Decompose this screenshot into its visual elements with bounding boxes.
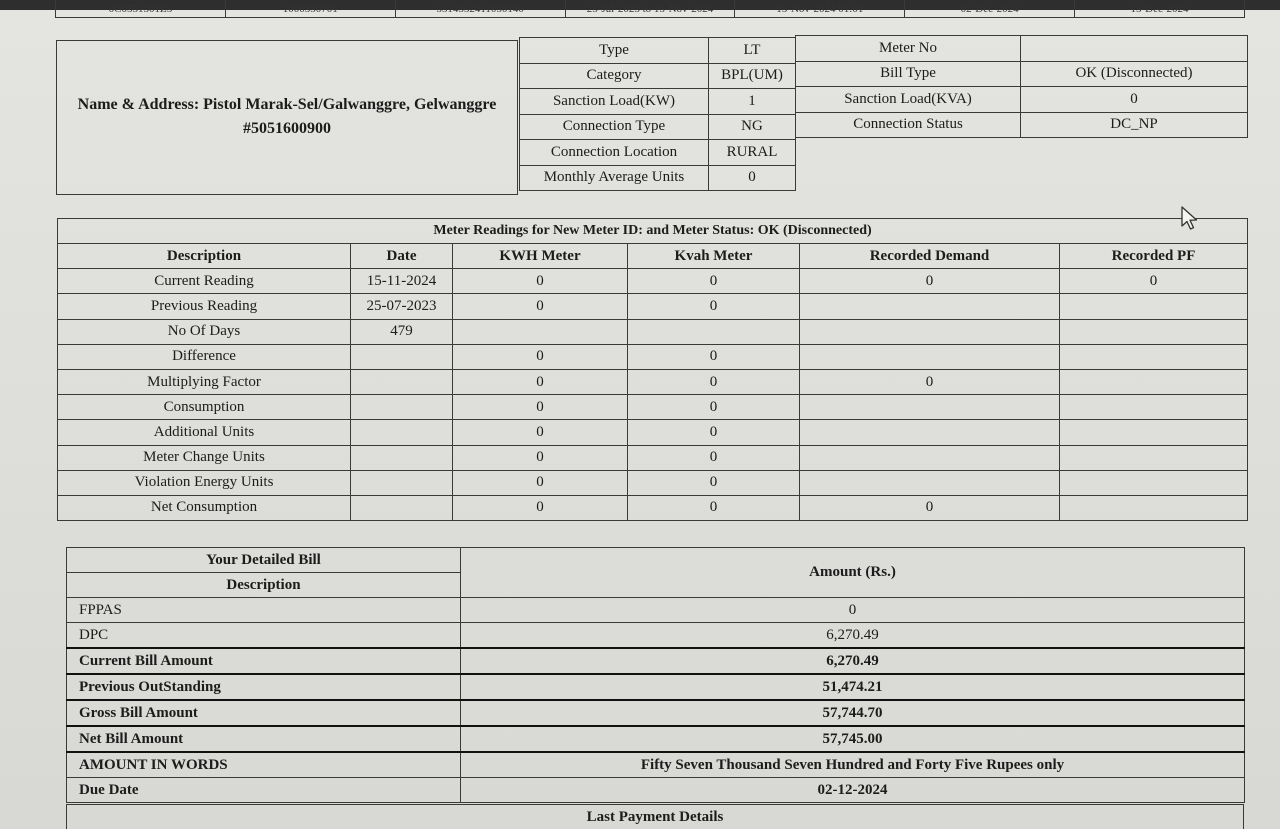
table-row [58, 495, 1248, 520]
meter-readings-table [57, 218, 1248, 521]
cell [1060, 369, 1248, 394]
conn-label: Monthly Average Units [520, 165, 709, 191]
meter-info-label: Sanction Load(KVA) [796, 87, 1021, 113]
cell: Consumption [58, 395, 351, 420]
readings-header: Recorded PF [1060, 244, 1248, 269]
meter-info-table [795, 35, 1248, 138]
readings-header: Kvah Meter [628, 244, 800, 269]
address-label: Name & Address: [77, 96, 200, 113]
table-row [58, 369, 1248, 394]
table-row [67, 674, 1245, 700]
cell [1060, 445, 1248, 470]
conn-value: NG [709, 114, 796, 140]
cell: 0 [453, 470, 628, 495]
readings-caption: Meter Readings for New Meter ID: and Meter Status: OK (Disconnected) [58, 219, 1248, 244]
meter-info-label: Meter No [796, 36, 1021, 62]
cell: 0 [453, 294, 628, 319]
bill-title: Your Detailed Bill [67, 548, 461, 573]
connection-table [519, 37, 796, 191]
conn-label: Sanction Load(KW) [520, 89, 709, 115]
cell: 0 [453, 420, 628, 445]
cell: No Of Days [58, 319, 351, 344]
cell: 0 [628, 344, 800, 369]
cell: 0 [628, 369, 800, 394]
cell [351, 495, 453, 520]
table-row [67, 726, 1245, 752]
cell: Net Consumption [58, 495, 351, 520]
table-row [58, 420, 1248, 445]
bill-amount: 57,745.00 [461, 726, 1245, 752]
cell: 0 [628, 420, 800, 445]
mouse-pointer-icon [1180, 206, 1200, 232]
conn-value: LT [709, 38, 796, 64]
table-row [67, 648, 1245, 674]
conn-label: Connection Type [520, 114, 709, 140]
bill-amount: 6,270.49 [461, 623, 1245, 649]
table-row [58, 470, 1248, 495]
cell [1060, 470, 1248, 495]
conn-value: BPL(UM) [709, 63, 796, 89]
bill-label: Previous OutStanding [67, 674, 461, 700]
cell [1060, 294, 1248, 319]
cell [1060, 495, 1248, 520]
cell: Violation Energy Units [58, 470, 351, 495]
table-row [67, 778, 1245, 803]
cell [800, 319, 1060, 344]
conn-value: 0 [709, 165, 796, 191]
table-row [58, 395, 1248, 420]
table-row [58, 319, 1248, 344]
meter-info-value: OK (Disconnected) [1021, 61, 1248, 87]
bill-label: Gross Bill Amount [67, 700, 461, 726]
bill-label: DPC [67, 623, 461, 649]
cell [800, 294, 1060, 319]
cell [1060, 420, 1248, 445]
bill-label: Due Date [67, 778, 461, 803]
table-row [58, 294, 1248, 319]
cell: 0 [628, 470, 800, 495]
cell: 0 [628, 269, 800, 294]
bill-label: Current Bill Amount [67, 648, 461, 674]
conn-label: Category [520, 63, 709, 89]
meter-info-value: DC_NP [1021, 112, 1248, 138]
cell [800, 470, 1060, 495]
cell: 25-07-2023 [351, 294, 453, 319]
cell: Meter Change Units [58, 445, 351, 470]
bill-amount: 6,270.49 [461, 648, 1245, 674]
cell: 0 [800, 369, 1060, 394]
top-strip-cell: 1000550701 [225, 0, 395, 18]
bill-amount: 57,744.70 [461, 700, 1245, 726]
cell: 0 [1060, 269, 1248, 294]
top-strip-cell: 15-Dec-2024 [1075, 0, 1245, 18]
table-row [67, 700, 1245, 726]
cell: 0 [453, 445, 628, 470]
bill-amount: 51,474.21 [461, 674, 1245, 700]
cell [351, 344, 453, 369]
top-strip-cell: 25-Jul-2023 to 15-Nov-2024 [565, 0, 735, 18]
conn-value: RURAL [709, 140, 796, 166]
top-strip-cell: 15-Nov-2024 01:01 [735, 0, 905, 18]
bill-label: Net Bill Amount [67, 726, 461, 752]
conn-value: 1 [709, 89, 796, 115]
cell: 0 [628, 395, 800, 420]
cell [351, 445, 453, 470]
meter-info-label: Bill Type [796, 61, 1021, 87]
cell [1060, 344, 1248, 369]
cell: Additional Units [58, 420, 351, 445]
conn-label: Type [520, 38, 709, 64]
cell: 0 [628, 495, 800, 520]
meter-info-label: Connection Status [796, 112, 1021, 138]
readings-header: Recorded Demand [800, 244, 1060, 269]
readings-header: KWH Meter [453, 244, 628, 269]
detailed-bill-table [66, 547, 1245, 803]
top-strip-cell: 02-Dec-2024 [905, 0, 1075, 18]
cell [351, 470, 453, 495]
bill-due-date: 02-12-2024 [461, 778, 1245, 803]
cell [351, 420, 453, 445]
bill-label: FPPAS [67, 598, 461, 623]
address-box [56, 40, 518, 195]
meter-info-value: 0 [1021, 87, 1248, 113]
bill-amount-words: Fifty Seven Thousand Seven Hundred and Forty Five Rupees only [461, 752, 1245, 778]
cell: 0 [453, 344, 628, 369]
cell [800, 420, 1060, 445]
cell: 0 [628, 294, 800, 319]
bill-amount: 0 [461, 598, 1245, 623]
cell: 0 [453, 495, 628, 520]
cell [800, 445, 1060, 470]
table-row [67, 598, 1245, 623]
cell [800, 344, 1060, 369]
top-strip-cell: 5514552411050140 [395, 0, 565, 18]
cell: 0 [453, 395, 628, 420]
top-strip-cell: 0C0551501Z5 [56, 0, 226, 18]
bill-description-header: Description [67, 573, 461, 598]
address-number: #5051600900 [243, 120, 331, 137]
cell: Difference [58, 344, 351, 369]
address-name: Pistol Marak-Sel/Galwanggre, Gelwanggre [203, 96, 497, 113]
cell: 0 [628, 445, 800, 470]
table-row [67, 623, 1245, 649]
bill-label: AMOUNT IN WORDS [67, 752, 461, 778]
cell: Multiplying Factor [58, 369, 351, 394]
cell [628, 319, 800, 344]
address-text [57, 93, 517, 141]
cell: 0 [800, 495, 1060, 520]
table-row [58, 344, 1248, 369]
readings-header: Description [58, 244, 351, 269]
cell [351, 395, 453, 420]
table-row [58, 269, 1248, 294]
readings-header: Date [351, 244, 453, 269]
bill-amount-header: Amount (Rs.) [461, 548, 1245, 598]
cell: 0 [453, 269, 628, 294]
conn-label: Connection Location [520, 140, 709, 166]
cell [1060, 395, 1248, 420]
cell [800, 395, 1060, 420]
cell: Current Reading [58, 269, 351, 294]
last-payment-heading: Last Payment Details [66, 804, 1244, 829]
cell: 0 [453, 369, 628, 394]
cell: 479 [351, 319, 453, 344]
cell [453, 319, 628, 344]
cell: 0 [800, 269, 1060, 294]
cell: 15-11-2024 [351, 269, 453, 294]
cell [1060, 319, 1248, 344]
cell: Previous Reading [58, 294, 351, 319]
table-row [58, 445, 1248, 470]
cell [351, 369, 453, 394]
meter-info-value [1021, 36, 1248, 62]
table-row [67, 752, 1245, 778]
top-strip-table [55, 0, 1245, 18]
